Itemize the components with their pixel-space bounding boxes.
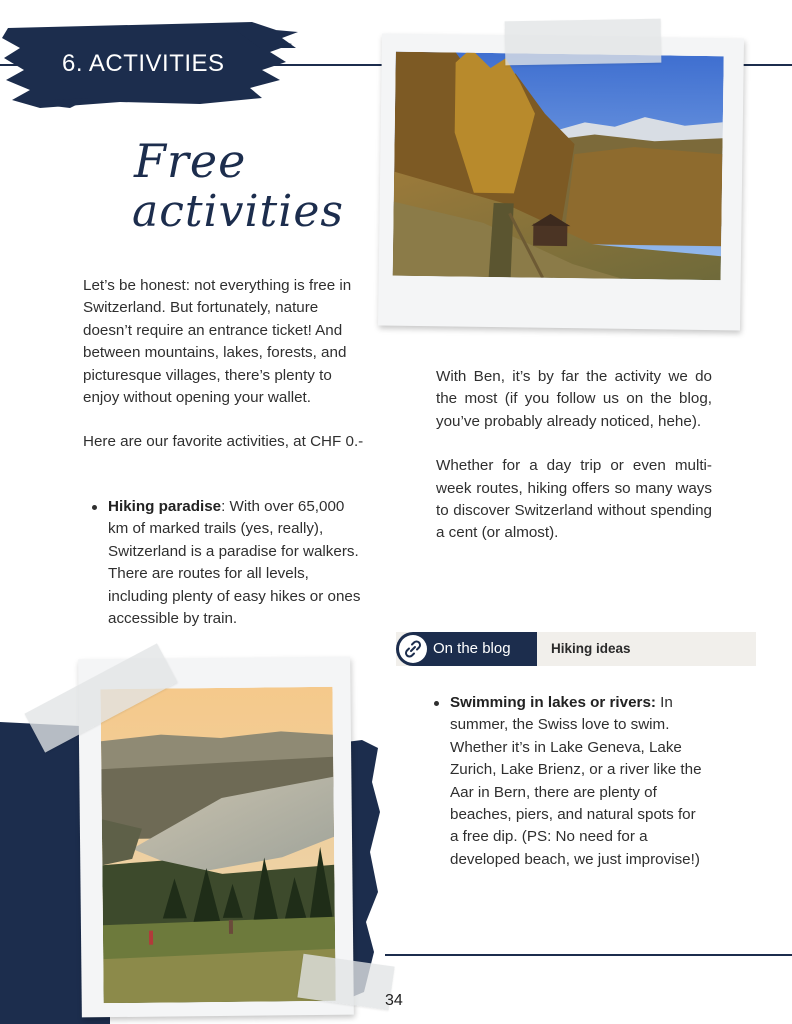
on-the-blog-pill[interactable] [396,632,537,666]
hiking-text: : With over 65,000 km of marked trails (yes, really), Switzerland is a paradise for walkers. There are routes for all levels, including plenty of easy hikes or ones accessible by train. [108,498,361,628]
swimming-bullet-list [426,692,706,871]
autumn-mountain-image [393,52,724,281]
on-the-blog-bar[interactable] [396,632,756,666]
script-heading-line2: activities [132,186,344,237]
intro-paragraph-2: Here are our favorite activities, at CHF 0.- [83,433,364,451]
footer-rule [385,954,792,956]
on-the-blog-label: On the blog [433,640,511,657]
hiking-ideas-link[interactable]: Hiking ideas [551,641,631,656]
autumn-larch-photo [378,33,744,330]
tape-strip [505,19,662,66]
right-paragraph-1: With Ben, it’s by far the activity we do the most (if you follow us on the blog, you’ve probably already noticed, hehe). [436,368,712,430]
page-number: 34 [385,992,403,1009]
right-paragraph-2: Whether for a day trip or even multi-week routes, hiking offers so many ways to discover Switzerland without spending a cent (or almost). [436,457,712,542]
intro-paragraph-1: Let’s be honest: not everything is free in Switzerland. But fortunately, nature doesn’t require an entrance ticket! And between mountains, lakes, forests, and picturesque villages, there’s plenty to enjoy without opening your wallet. [83,277,352,407]
section-title: 6. ACTIVITIES [62,50,225,77]
list-item [84,496,366,630]
hiking-text-right [436,366,712,545]
list-item [426,692,706,871]
script-heading-line1: Free [134,134,247,188]
lake-sunset-image [100,687,335,1003]
hiking-title: Hiking paradise [108,498,222,515]
swimming-text: In summer, the Swiss love to swim. Whether it’s in Lake Geneva, Lake Zurich, Lake Brienz, or a river like the Aar in Bern, there are plenty of beaches, piers, and natural spots for a free dip. (PS: No need for a developed beach, we just improvise!) [450,694,702,868]
link-icon[interactable] [399,635,427,663]
intro-text [83,275,366,454]
hiking-bullet-list [84,496,366,630]
swimming-title: Swimming in lakes or rivers: [450,694,656,711]
